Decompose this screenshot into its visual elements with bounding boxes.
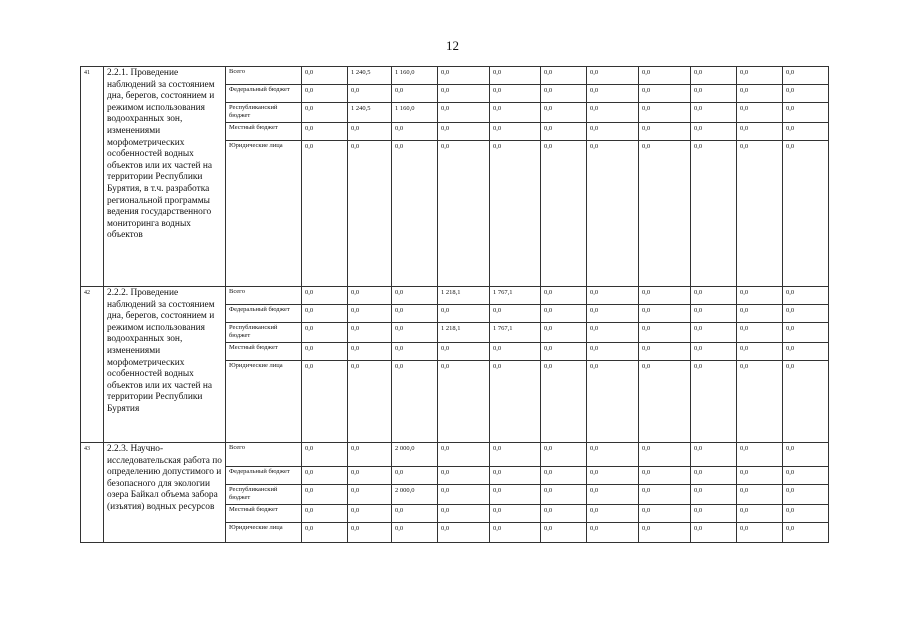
amount-cell: 0,0	[348, 343, 392, 361]
amount-cell: 0,0	[302, 287, 348, 305]
amount-cell: 0,0	[783, 323, 829, 343]
amount-cell: 0,0	[783, 67, 829, 85]
amount-cell: 0,0	[639, 443, 691, 467]
amount-cell: 0,0	[587, 85, 639, 103]
amount-cell: 0,0	[348, 485, 392, 505]
amount-cell: 0,0	[392, 505, 438, 523]
amount-cell: 0,0	[691, 343, 737, 361]
amount-cell: 0,0	[438, 505, 490, 523]
amount-cell: 0,0	[490, 85, 541, 103]
amount-cell: 0,0	[541, 343, 587, 361]
amount-cell: 0,0	[438, 85, 490, 103]
amount-cell: 0,0	[490, 467, 541, 485]
amount-cell: 0,0	[490, 361, 541, 443]
amount-cell: 0,0	[392, 467, 438, 485]
amount-cell: 0,0	[737, 361, 783, 443]
funding-source: Местный бюджет	[226, 123, 302, 141]
amount-cell: 0,0	[639, 67, 691, 85]
amount-cell: 0,0	[587, 467, 639, 485]
amount-cell: 0,0	[691, 505, 737, 523]
amount-cell: 0,0	[541, 103, 587, 123]
amount-cell: 0,0	[737, 505, 783, 523]
amount-cell: 0,0	[392, 361, 438, 443]
funding-source: Республиканский бюджет	[226, 485, 302, 505]
amount-cell: 0,0	[348, 305, 392, 323]
amount-cell: 0,0	[392, 523, 438, 543]
amount-cell: 0,0	[737, 323, 783, 343]
amount-cell: 0,0	[639, 85, 691, 103]
amount-cell: 0,0	[348, 523, 392, 543]
amount-cell: 0,0	[302, 361, 348, 443]
amount-cell: 0,0	[490, 123, 541, 141]
amount-cell: 0,0	[302, 443, 348, 467]
funding-source: Федеральный бюджет	[226, 305, 302, 323]
amount-cell: 0,0	[783, 123, 829, 141]
amount-cell: 0,0	[302, 103, 348, 123]
amount-cell: 0,0	[302, 141, 348, 287]
amount-cell: 0,0	[348, 505, 392, 523]
amount-cell: 0,0	[302, 343, 348, 361]
amount-cell: 0,0	[639, 287, 691, 305]
amount-cell: 0,0	[639, 123, 691, 141]
amount-cell: 2 000,0	[392, 443, 438, 467]
amount-cell: 0,0	[639, 361, 691, 443]
amount-cell: 1 160,0	[392, 67, 438, 85]
amount-cell: 0,0	[302, 323, 348, 343]
amount-cell: 0,0	[490, 67, 541, 85]
amount-cell: 0,0	[639, 305, 691, 323]
amount-cell: 0,0	[783, 141, 829, 287]
amount-cell: 0,0	[348, 467, 392, 485]
amount-cell: 0,0	[438, 305, 490, 323]
amount-cell: 0,0	[587, 485, 639, 505]
amount-cell: 0,0	[691, 123, 737, 141]
page-number: 12	[446, 38, 459, 53]
amount-cell: 0,0	[737, 123, 783, 141]
amount-cell: 0,0	[737, 103, 783, 123]
amount-cell: 0,0	[392, 343, 438, 361]
amount-cell: 0,0	[490, 305, 541, 323]
amount-cell: 0,0	[783, 343, 829, 361]
funding-source: Республиканский бюджет	[226, 323, 302, 343]
amount-cell: 0,0	[783, 287, 829, 305]
amount-cell: 0,0	[438, 343, 490, 361]
amount-cell: 1 767,1	[490, 287, 541, 305]
amount-cell: 0,0	[737, 85, 783, 103]
funding-source: Федеральный бюджет	[226, 85, 302, 103]
amount-cell: 0,0	[541, 443, 587, 467]
amount-cell: 0,0	[438, 67, 490, 85]
amount-cell: 0,0	[639, 523, 691, 543]
amount-cell: 0,0	[587, 343, 639, 361]
amount-cell: 0,0	[783, 523, 829, 543]
amount-cell: 0,0	[737, 287, 783, 305]
amount-cell: 0,0	[490, 103, 541, 123]
amount-cell: 0,0	[639, 103, 691, 123]
amount-cell: 0,0	[783, 467, 829, 485]
amount-cell: 1 160,0	[392, 103, 438, 123]
amount-cell: 0,0	[737, 485, 783, 505]
amount-cell: 0,0	[490, 141, 541, 287]
amount-cell: 0,0	[302, 523, 348, 543]
amount-cell: 0,0	[490, 343, 541, 361]
amount-cell: 0,0	[541, 85, 587, 103]
amount-cell: 0,0	[302, 485, 348, 505]
amount-cell: 0,0	[348, 361, 392, 443]
amount-cell: 0,0	[587, 67, 639, 85]
row-number: 43	[81, 443, 104, 543]
amount-cell: 0,0	[438, 123, 490, 141]
amount-cell: 0,0	[348, 123, 392, 141]
amount-cell: 0,0	[587, 361, 639, 443]
amount-cell: 0,0	[783, 305, 829, 323]
amount-cell: 0,0	[348, 85, 392, 103]
amount-cell: 0,0	[392, 287, 438, 305]
funding-source: Республиканский бюджет	[226, 103, 302, 123]
activity-name: 2.2.3. Научно-исследовательская работа по определению допустимого и безопасного для экологии озера Байкал объема забора (изъятия) водных ресурсов	[104, 443, 226, 543]
amount-cell: 0,0	[438, 467, 490, 485]
funding-source: Местный бюджет	[226, 343, 302, 361]
amount-cell: 0,0	[691, 305, 737, 323]
amount-cell: 0,0	[639, 485, 691, 505]
amount-cell: 0,0	[587, 323, 639, 343]
table-row	[81, 67, 829, 85]
amount-cell: 0,0	[541, 305, 587, 323]
amount-cell: 0,0	[348, 287, 392, 305]
amount-cell: 1 767,1	[490, 323, 541, 343]
activity-name: 2.2.2. Проведение наблюдений за состоянием дна, берегов, состоянием и режимом использования водоохранных зон, изменениями морфометрических особенностей водных объектов или их частей на территории Республики Бурятия	[104, 287, 226, 443]
amount-cell: 0,0	[639, 505, 691, 523]
amount-cell: 0,0	[691, 467, 737, 485]
amount-cell: 0,0	[392, 85, 438, 103]
amount-cell: 0,0	[438, 443, 490, 467]
amount-cell: 1 240,5	[348, 103, 392, 123]
amount-cell: 0,0	[587, 141, 639, 287]
amount-cell: 0,0	[541, 323, 587, 343]
amount-cell: 0,0	[541, 361, 587, 443]
amount-cell: 0,0	[783, 85, 829, 103]
amount-cell: 0,0	[438, 523, 490, 543]
amount-cell: 0,0	[392, 123, 438, 141]
amount-cell: 0,0	[490, 523, 541, 543]
amount-cell: 0,0	[302, 505, 348, 523]
amount-cell: 0,0	[691, 103, 737, 123]
amount-cell: 0,0	[737, 523, 783, 543]
amount-cell: 0,0	[783, 443, 829, 467]
amount-cell: 0,0	[737, 343, 783, 361]
amount-cell: 0,0	[783, 103, 829, 123]
amount-cell: 0,0	[737, 443, 783, 467]
row-number: 42	[81, 287, 104, 443]
amount-cell: 0,0	[490, 505, 541, 523]
amount-cell: 0,0	[639, 343, 691, 361]
amount-cell: 0,0	[541, 467, 587, 485]
amount-cell: 0,0	[587, 443, 639, 467]
amount-cell: 0,0	[783, 505, 829, 523]
amount-cell: 0,0	[541, 123, 587, 141]
table-row	[81, 287, 829, 305]
funding-table	[80, 66, 829, 543]
amount-cell: 0,0	[438, 103, 490, 123]
funding-source: Юридические лица	[226, 361, 302, 443]
amount-cell: 0,0	[302, 305, 348, 323]
amount-cell: 0,0	[392, 305, 438, 323]
amount-cell: 0,0	[587, 505, 639, 523]
amount-cell: 0,0	[392, 141, 438, 287]
amount-cell: 0,0	[541, 141, 587, 287]
amount-cell: 1 240,5	[348, 67, 392, 85]
amount-cell: 1 218,1	[438, 287, 490, 305]
amount-cell: 0,0	[737, 67, 783, 85]
amount-cell: 0,0	[587, 287, 639, 305]
funding-source: Всего	[226, 287, 302, 305]
row-number: 41	[81, 67, 104, 287]
amount-cell: 0,0	[691, 67, 737, 85]
amount-cell: 2 000,0	[392, 485, 438, 505]
amount-cell: 0,0	[438, 485, 490, 505]
amount-cell: 0,0	[541, 485, 587, 505]
amount-cell: 0,0	[438, 141, 490, 287]
amount-cell: 0,0	[348, 323, 392, 343]
amount-cell: 0,0	[587, 123, 639, 141]
amount-cell: 0,0	[783, 361, 829, 443]
amount-cell: 0,0	[691, 361, 737, 443]
amount-cell: 0,0	[348, 443, 392, 467]
amount-cell: 0,0	[438, 361, 490, 443]
amount-cell: 0,0	[639, 467, 691, 485]
amount-cell: 0,0	[783, 485, 829, 505]
amount-cell: 0,0	[541, 523, 587, 543]
amount-cell: 0,0	[302, 123, 348, 141]
funding-source: Юридические лица	[226, 141, 302, 287]
amount-cell: 0,0	[691, 485, 737, 505]
amount-cell: 0,0	[639, 323, 691, 343]
amount-cell: 0,0	[541, 67, 587, 85]
funding-source: Всего	[226, 67, 302, 85]
amount-cell: 0,0	[302, 467, 348, 485]
amount-cell: 0,0	[392, 323, 438, 343]
amount-cell: 0,0	[691, 85, 737, 103]
amount-cell: 0,0	[302, 85, 348, 103]
amount-cell: 0,0	[587, 523, 639, 543]
amount-cell: 0,0	[639, 141, 691, 287]
amount-cell: 0,0	[541, 505, 587, 523]
amount-cell: 0,0	[691, 141, 737, 287]
amount-cell: 0,0	[587, 103, 639, 123]
amount-cell: 0,0	[737, 305, 783, 323]
funding-source: Федеральный бюджет	[226, 467, 302, 485]
amount-cell: 0,0	[348, 141, 392, 287]
amount-cell: 0,0	[737, 467, 783, 485]
amount-cell: 0,0	[691, 523, 737, 543]
amount-cell: 0,0	[302, 67, 348, 85]
funding-source: Всего	[226, 443, 302, 467]
amount-cell: 0,0	[490, 443, 541, 467]
amount-cell: 0,0	[691, 287, 737, 305]
amount-cell: 0,0	[541, 287, 587, 305]
amount-cell: 0,0	[691, 323, 737, 343]
amount-cell: 0,0	[490, 485, 541, 505]
amount-cell: 0,0	[737, 141, 783, 287]
activity-name: 2.2.1. Проведение наблюдений за состоянием дна, берегов, состоянием и режимом использования водоохранных зон, изменениями морфометрических особенностей водных объектов или их частей на территории Республики Бурятия, в т.ч. разработка региональной программы ведения государственного мониторинга водных объектов	[104, 67, 226, 287]
amount-cell: 0,0	[587, 305, 639, 323]
funding-source: Юридические лица	[226, 523, 302, 543]
funding-source: Местный бюджет	[226, 505, 302, 523]
table-row	[81, 443, 829, 467]
amount-cell: 1 218,1	[438, 323, 490, 343]
amount-cell: 0,0	[691, 443, 737, 467]
